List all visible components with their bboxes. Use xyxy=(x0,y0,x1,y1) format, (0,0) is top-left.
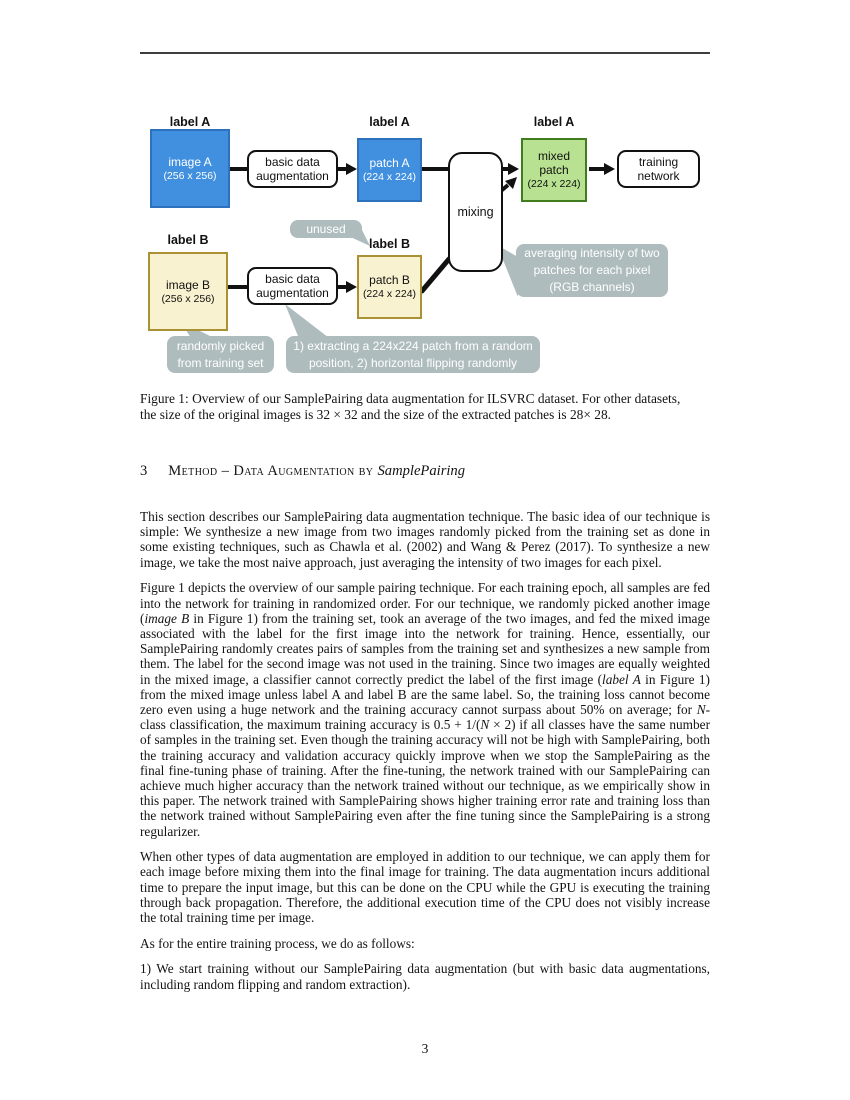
extracting-line1: 1) extracting a 224x224 patch from a random xyxy=(293,338,533,353)
randomly-picked-line1: randomly picked xyxy=(176,338,265,353)
randomly-picked-line2: from training set xyxy=(177,355,264,370)
paragraph: Figure 1 depicts the overview of our sample pairing technique. For each training epoch, all samples are fed into the network for training in randomized order. For our technique, we randomly picked another image (image B in Figure 1) from the training set, took an average of the two images, and fed the mixed image associated with the label for the first image into the network for training. Hence, essentially, our SamplePairing randomly creates pairs of samples from the training set and synthesizes a new sample from them. The label for the second image was not used in the training. Since two images are equally weighted in the mixed image, a classifier cannot correctly predict the label of the first image (label A in Figure 1) from the mixed image unless label A and label B are the same label. So, the training loss cannot become zero even using a huge network and the training accuracy cannot surpass about 50% on average; for N-class classification, the maximum training accuracy is 0.5 + 1/(N × 2) if all classes have the same number of samples in the training set. Even though the training accuracy will not be high with SamplePairing, both the training accuracy and validation accuracy quickly improve when we stop the SamplePairing as the final fine-tuning phase of training. After the fine-tuning, the network trained with our SamplePairing can achieve much higher accuracy than the network trained without our technique, as we empirically show in this paper. The network trained with SamplePairing shows higher training error rate and training loss than the network trained without SamplePairing even after the fine tuning since the SamplePairing is a strong regularizer. xyxy=(140,580,710,839)
paragraph: When other types of data augmentation are employed in addition to our technique, we can apply them for each image before mixing them into the final image for training. The data augmentation incurs additional time to prepare the input image, but this can be done on the CPU while the GPU is executing the training through back propagation. Therefore, the additional execution time of the CPU does not visibly increase the total training time per image. xyxy=(140,849,710,926)
arrowhead-training xyxy=(604,163,615,175)
patch-a-title: patch A xyxy=(369,156,410,170)
training-network-line2: network xyxy=(637,169,680,183)
patch-a-node xyxy=(357,138,422,202)
training-network-node xyxy=(617,150,700,188)
label-b-over-patch: label B xyxy=(369,237,410,251)
averaging-line2: patches for each pixel xyxy=(533,263,651,277)
averaging-callout xyxy=(516,244,668,297)
page-number: 3 xyxy=(421,1041,429,1056)
patch-a-size: (224 x 224) xyxy=(362,171,417,183)
body-text xyxy=(140,509,710,1002)
mixed-patch-node xyxy=(521,138,587,202)
aug-bottom-line2: augmentation xyxy=(256,286,329,300)
basic-augmentation-top-node xyxy=(247,150,338,188)
arrowhead-mixed-1 xyxy=(508,163,519,175)
patch-b-node xyxy=(357,255,422,319)
figure-caption-line1: Figure 1: Overview of our SamplePairing data augmentation for ILSVRC dataset. For other datasets, xyxy=(140,391,681,406)
aug-top-line1: basic data xyxy=(265,155,320,169)
averaging-line1: averaging intensity of two xyxy=(524,246,660,260)
patch-b-title: patch B xyxy=(369,273,410,287)
label-a-over-image: label A xyxy=(169,115,211,129)
label-b-over-image: label B xyxy=(167,233,209,247)
label-a-over-mixed: label A xyxy=(533,115,575,129)
image-b-size: (256 x 256) xyxy=(161,292,215,305)
mixed-patch-line1: mixed xyxy=(537,149,570,163)
label-a-over-patch: label A xyxy=(369,115,410,129)
unused-callout xyxy=(290,220,362,238)
paragraph: This section describes our SamplePairing data augmentation technique. The basic idea of our technique is simple: We synthesize a new image from two images randomly picked from the training set as done in some existing techniques, such as Chawla et al. (2002) and Wang & Perez (2017). To synthesize a new image, we take the most naive approach, just averaging the intensity of two images for each pixel. xyxy=(140,509,710,570)
aug-bottom-line1: basic data xyxy=(265,272,320,286)
arrowhead-patchA xyxy=(346,163,357,175)
figure-caption xyxy=(140,391,715,422)
mixing-label: mixing xyxy=(457,205,494,219)
patch-b-size: (224 x 224) xyxy=(362,288,417,300)
training-network-line1: training xyxy=(638,155,679,169)
paragraph: 1) We start training without our SamplePairing data augmentation (but with basic data augmentations, including random flipping and random extraction). xyxy=(140,961,710,992)
mixed-patch-line2: patch xyxy=(539,163,569,177)
section-title-emphasis: SamplePairing xyxy=(377,463,466,479)
image-a-size: (256 x 256) xyxy=(163,169,217,182)
image-a-title: image A xyxy=(168,154,212,169)
figure-caption-line2: the size of the original images is 32 × 32 and the size of the extracted patches is 28× 28. xyxy=(140,406,611,422)
image-b-title: image B xyxy=(165,277,211,292)
aug-top-line2: augmentation xyxy=(256,169,329,183)
averaging-line3: (RGB channels) xyxy=(549,280,635,294)
section-title: Method – Data Augmentation by xyxy=(168,463,378,479)
extracting-line2: position, 2) horizontal flipping randomly xyxy=(308,355,518,370)
unused-callout-text: unused xyxy=(306,221,346,236)
basic-augmentation-bottom-node xyxy=(247,267,338,305)
mixed-patch-size: (224 x 224) xyxy=(527,178,581,190)
mixing-node xyxy=(448,152,503,272)
image-a-node xyxy=(150,129,230,208)
extracting-callout xyxy=(286,336,540,373)
randomly-picked-callout xyxy=(167,336,274,373)
section-heading xyxy=(140,463,465,480)
paragraph: As for the entire training process, we do as follows: xyxy=(140,935,415,951)
connector-patchB-mixing xyxy=(422,259,449,291)
arrowhead-patchB xyxy=(346,281,357,293)
image-b-node xyxy=(148,252,228,331)
section-number: 3 xyxy=(140,463,148,479)
